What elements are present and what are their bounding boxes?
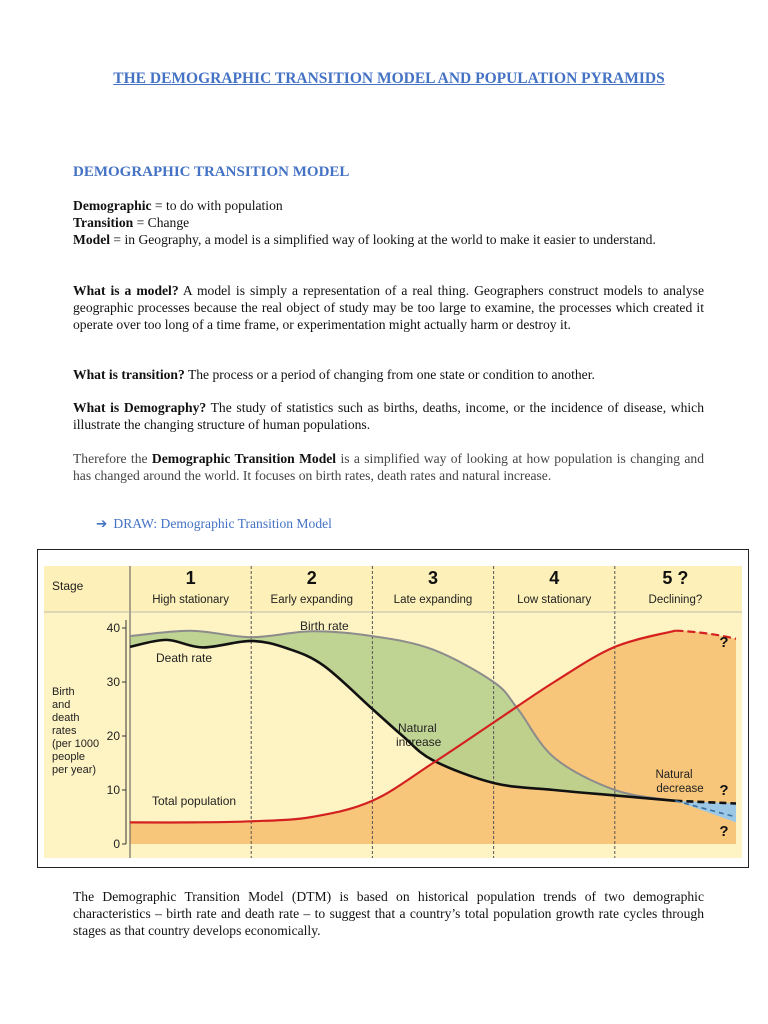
stage-number: 2 xyxy=(306,568,317,588)
stage-number: 5 ? xyxy=(662,568,689,588)
stage-name: Early expanding xyxy=(270,594,354,606)
therefore-paragraph: Therefore the Demographic Transition Model is a simplified way of looking at how population is changing and has changed around the world. It focuses on birth rates, death rates and natural increase. xyxy=(73,451,705,483)
stage-name: Declining? xyxy=(648,594,703,606)
y-tick-label: 30 xyxy=(106,675,120,689)
y-axis-label-line: (per 1000 xyxy=(52,738,100,750)
arrow-right-icon: ➔ xyxy=(96,516,108,531)
stage-name: Late expanding xyxy=(393,594,473,606)
stage-number: 3 xyxy=(427,568,439,588)
definitions-block xyxy=(73,197,704,248)
natural-increase-annotation: Natural xyxy=(398,721,437,735)
what-is-demography-paragraph: What is Demography? The study of statistics such as births, deaths, income, or the incidence of disease, which illustrate the changing structure of human populations. xyxy=(73,400,704,432)
question-mark-birth: ? xyxy=(719,823,729,840)
stage-number: 4 xyxy=(549,568,560,588)
natural-decrease-annotation: decrease xyxy=(656,783,704,795)
stage-name: High stationary xyxy=(152,594,229,606)
y-axis-label-line: rates xyxy=(52,725,77,737)
y-axis-label-line: and xyxy=(52,699,71,711)
stage-name: Low stationary xyxy=(517,594,592,606)
dtm-chart-frame xyxy=(37,549,749,868)
death-rate-annotation: Death rate xyxy=(156,651,213,665)
draw-instruction: ➔ DRAW: Demographic Transition Model xyxy=(96,516,332,531)
what-is-transition-paragraph: What is transition? The process or a period of changing from one state or condition to another. xyxy=(73,367,595,382)
section-heading: DEMOGRAPHIC TRANSITION MODEL xyxy=(73,164,350,180)
dtm-description-paragraph: The Demographic Transition Model (DTM) is based on historical population trends of two demographic characteristics – birth rate and death rate – to suggest that a country’s total population growth rate cycles through stages as that country develops economically. xyxy=(73,889,704,938)
natural-decrease-annotation: Natural xyxy=(655,769,693,781)
y-tick-label: 40 xyxy=(106,621,120,635)
birth-rate-annotation: Birth rate xyxy=(300,619,349,633)
y-tick-label: 20 xyxy=(106,729,120,743)
y-axis-label-line: per year) xyxy=(52,764,97,776)
page-title: THE DEMOGRAPHIC TRANSITION MODEL AND POPULATION PYRAMIDS xyxy=(113,70,665,87)
question-mark-death: ? xyxy=(719,782,729,799)
natural-increase-annotation: increase xyxy=(396,735,442,749)
definition-model: Model = in Geography, a model is a simplified way of looking at the world to make it easier to understand. xyxy=(73,232,656,247)
definition-transition: Transition = Change xyxy=(73,215,190,230)
y-axis-label-line: people xyxy=(52,751,86,763)
dtm-chart xyxy=(38,550,748,867)
y-axis-label-line: death xyxy=(52,712,80,724)
stage-number: 1 xyxy=(185,568,196,588)
definition-demographic: Demographic = to do with population xyxy=(73,198,283,213)
what-is-model-paragraph: What is a model? A model is simply a representation of a real thing. Geographers construct models to analyse geographic processes because the real object of study may be too large to examine, the processes which created it operate over too long of a time frame, or experimentation might actually harm or destroy it. xyxy=(73,283,704,332)
y-tick-label: 0 xyxy=(113,837,120,851)
total-population-annotation: Total population xyxy=(152,794,237,808)
y-axis-label-line: Birth xyxy=(52,686,75,698)
stage-header-label: Stage xyxy=(52,579,84,593)
y-tick-label: 10 xyxy=(106,783,120,797)
question-mark-population: ? xyxy=(719,634,729,651)
